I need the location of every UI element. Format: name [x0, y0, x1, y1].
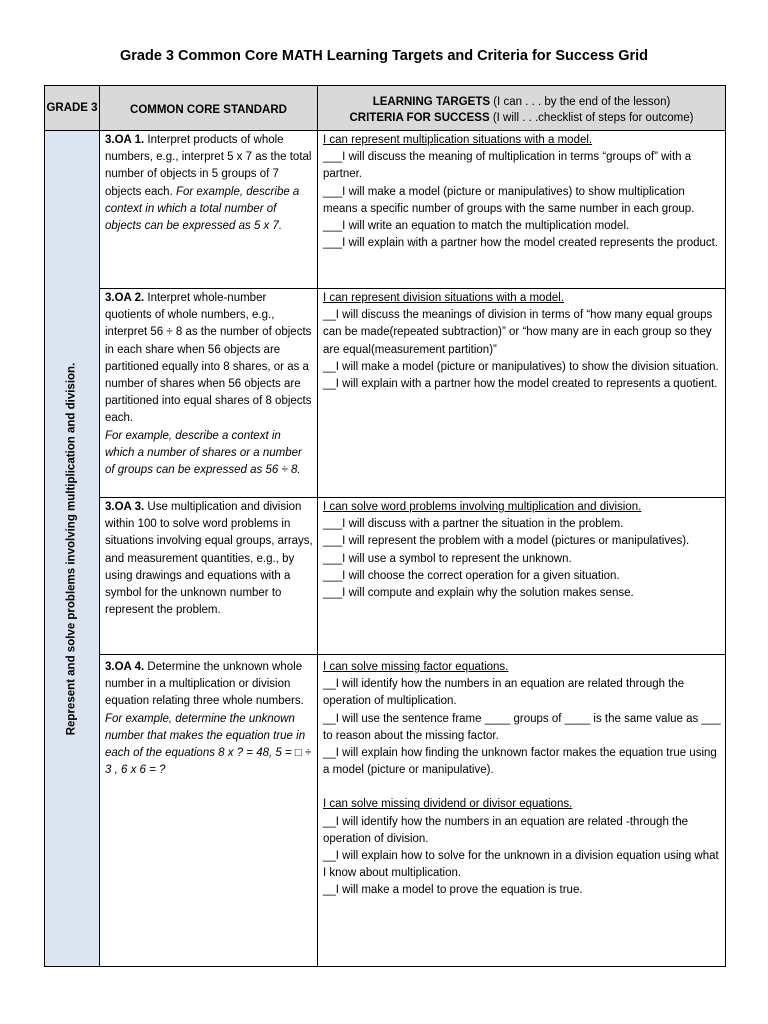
targets-cell — [318, 131, 726, 289]
header-row — [45, 86, 726, 131]
standard-example: For example, determine the unknown number that makes the equation true in each of the equations 8 x ? = 48, 5 = □ ÷ 3 , 6 x 6 = ? — [105, 712, 312, 777]
target-heading: I can represent division situations with a model. — [323, 292, 564, 304]
standard-text: Interpret products of whole numbers, e.g., interpret 5 x 7 as the total number of objects in 5 groups of 7 objects each. — [105, 134, 312, 198]
criteria-item: __I will discuss the meanings of division in terms of “how many equal groups can be made(repeated subtraction)” or “how many are in each group so they are equal(measurement partition)” — [323, 309, 713, 356]
target-heading: I can solve missing dividend or divisor equations. — [323, 798, 573, 811]
standard-example: For example, describe a context in which a total number of objects can be expressed as 5 x 7. — [105, 185, 300, 233]
criteria-item: __I will explain how to solve for the unknown in a division equation using what I know about multiplication. — [323, 850, 719, 880]
standard-example: For example, describe a context in which a number of shares or a number of groups can be expressed as 56 ÷ 8. — [105, 429, 302, 477]
criteria-item: ___I will use a symbol to represent the unknown. — [323, 552, 572, 565]
criteria-item: ___I will explain with a partner how the model created represents the product. — [323, 237, 719, 250]
standard-header: COMMON CORE STANDARD — [100, 86, 318, 131]
table-row — [45, 131, 726, 289]
table-row — [45, 655, 726, 967]
block-spacer — [323, 779, 721, 796]
target-heading: I can solve word problems involving multiplication and division. — [323, 501, 642, 513]
table-row — [45, 289, 726, 498]
standard-code: 3.OA 2. — [105, 292, 145, 304]
targets-cell — [318, 655, 726, 967]
criteria-item: ___I will discuss the meaning of multiplication in terms “groups of” with a partner. — [323, 151, 692, 181]
standard-text: Use multiplication and division within 100 to solve word problems in situations involving equal groups, arrays, and measurement quantities, e.g., by using drawings and equations with a symbol for the unknown number to represent the problem. — [105, 501, 313, 617]
criteria-item: ___I will compute and explain why the solution makes sense. — [323, 587, 634, 600]
criteria-item: __I will identify how the numbers in an equation are related -through the operation of division. — [323, 815, 689, 845]
standard-code: 3.OA 1. — [105, 134, 145, 146]
criteria-item: __I will explain how finding the unknown factor makes the equation true using a model (picture or manipulative). — [323, 747, 717, 777]
criteria-item: __I will identify how the numbers in an equation are related through the operation of multiplication. — [323, 678, 685, 708]
criteria-item: ___I will choose the correct operation for a given situation. — [323, 569, 620, 582]
standard-text: Interpret whole-number quotients of whole numbers, e.g., interpret 56 ÷ 8 as the number of objects in each share when 56 objects are partitioned equally into 8 shares, or as a number of shares when 56 objects are partitioned into equal shares of 8 objects each. — [105, 292, 312, 425]
criteria-item: __I will use the sentence frame ____ groups of ____ is the same value as ___ to reason about the missing factor. — [323, 712, 721, 742]
learning-targets-label: LEARNING TARGETS — [372, 96, 491, 108]
learning-targets-grid — [44, 85, 726, 967]
standard-cell — [100, 498, 318, 655]
target-heading: I can solve missing factor equations. — [323, 661, 509, 673]
table-row — [45, 498, 726, 655]
criteria-item: ___I will represent the problem with a model (pictures or manipulatives). — [323, 535, 690, 548]
targets-header — [318, 86, 726, 131]
criteria-item: __I will make a model (picture or manipulatives) to show the division situation. — [323, 360, 719, 373]
standard-text: Determine the unknown whole number in a multiplication or division equation relating three whole numbers. — [105, 661, 304, 708]
standard-code: 3.OA 4. — [105, 661, 145, 673]
standard-code: 3.OA 3. — [105, 501, 145, 513]
targets-cell — [318, 289, 726, 498]
criteria-item: ___I will make a model (picture or manipulatives) to show multiplication means a specific number of groups with the same number in each group. — [323, 185, 695, 215]
criteria-item: ___I will write an equation to match the multiplication model. — [323, 220, 630, 233]
domain-cell — [45, 131, 100, 967]
criteria-label: CRITERIA FOR SUCCESS — [349, 112, 490, 124]
standard-cell — [100, 131, 318, 289]
targets-cell — [318, 498, 726, 655]
criteria-item: __I will explain with a partner how the model created to represents a quotient. — [323, 378, 718, 391]
learning-targets-note: (I can . . . by the end of the lesson) — [490, 96, 671, 108]
target-heading: I can represent multiplication situations with a model. — [323, 134, 593, 146]
grade-header: GRADE 3 — [45, 86, 100, 131]
criteria-note: (I will . . .checklist of steps for outcome) — [489, 112, 694, 124]
criteria-item: ___I will discuss with a partner the situation in the problem. — [323, 518, 624, 531]
domain-label: Represent and solve problems involving multiplication and division. — [65, 362, 78, 735]
page-title: Grade 3 Common Core MATH Learning Targets and Criteria for Success Grid — [119, 48, 649, 64]
criteria-item: __I will make a model to prove the equation is true. — [323, 884, 583, 897]
standard-cell — [100, 655, 318, 967]
standard-cell — [100, 289, 318, 498]
